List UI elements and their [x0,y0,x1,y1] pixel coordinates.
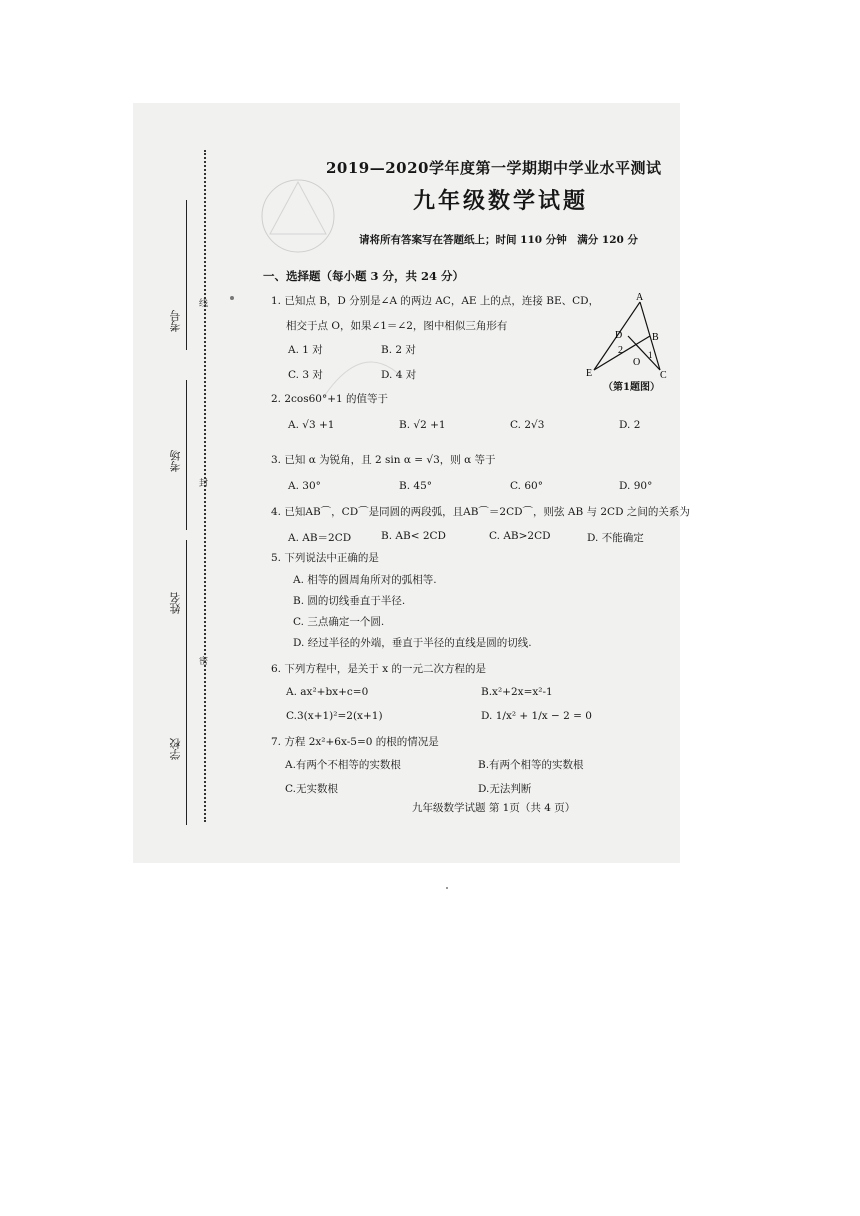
q1-option-a: A. 1 对 [288,344,323,356]
q6-option-c: C.3(x+1)²=2(x+1) [286,710,383,722]
exam-instructions: 请将所有答案写在答题纸上；时间 110 分钟 满分 120 分 [359,234,638,246]
q7-option-c: C.无实数根 [285,783,338,795]
seal-char: 封 [197,478,207,487]
q2-option-a: A. √3 +1 [288,419,335,431]
q7-option-a: A.有两个不相等的实数根 [285,759,401,771]
secret-char: 密 [197,656,207,665]
q3-option-a: A. 30° [288,480,321,492]
q1-stem-line1: 1. 已知点 B，D 分别是∠A 的两边 AC，AE 上的点，连接 BE、CD， [271,295,600,307]
exam-number-underline [186,200,187,350]
q3-option-b: B. 45° [399,480,433,492]
name-label: 姓名 [169,592,182,614]
name-underline [186,540,187,700]
q4-option-b: B. AB< 2CD [381,530,446,542]
q2-option-b: B. √2 +1 [399,419,446,431]
school-label: 学校 [169,738,182,760]
q4-stem: 4. 已知AB⌒，CD⌒是同圆的两段弧，且AB⌒＝2CD⌒，则弦 AB 与 2CD 之间的关系为 [271,506,690,518]
page-footer: 九年级数学试题 第 1页（共 4 页） [412,802,576,814]
bleed-through-circle [258,176,338,256]
q1-option-d: D. 4 对 [381,369,417,381]
q4-option-a: A. AB＝2CD [288,532,352,544]
q6-option-b: B.x²+2x=x²-1 [481,686,553,698]
q2-stem: 2. 2cos60°+1 的值等于 [271,393,389,405]
q1-option-b: B. 2 对 [381,344,416,356]
school-underline [186,700,187,825]
q3-option-d: D. 90° [619,480,653,492]
fig-label-o: O [633,357,641,368]
q1-stem-line2: 相交于点 O，如果∠1＝∠2，图中相似三角形有 [286,320,508,332]
fig-label-c: C [660,370,667,380]
scan-speck-small [446,887,448,889]
q4-option-d: D. 不能确定 [587,532,644,544]
q7-stem: 7. 方程 2x²+6x-5=0 的根的情况是 [271,736,439,748]
fig-label-two: 2 [618,345,623,356]
fig-label-e: E [586,368,593,379]
q2-option-c: C. 2√3 [510,419,545,431]
q2-option-d: D. 2 [619,419,641,431]
exam-number-label: 考号 [169,310,182,332]
q6-option-a: A. ax²+bx+c=0 [286,686,369,698]
fig-label-b: B [652,332,659,343]
q1-figure-caption: （第1题图） [603,382,660,393]
exam-room-underline [186,380,187,530]
q7-option-d: D.无法判断 [478,783,532,795]
q7-option-b: B.有两个相等的实数根 [478,759,584,771]
exam-title-line1: 2019—2020学年度第一学期期中学业水平测试 [326,159,662,177]
section-one-heading: 一、选择题（每小题 3 分，共 24 分） [263,269,465,283]
q1-triangle-figure [584,290,674,380]
q1-option-c: C. 3 对 [288,369,323,381]
q6-stem: 6. 下列方程中，是关于 x 的一元二次方程的是 [271,663,486,675]
q3-option-c: C. 60° [510,480,543,492]
q5-option-b: B. 圆的切线垂直于半径. [293,595,406,607]
q4-option-c: C. AB>2CD [489,530,551,542]
q6-option-d: D. 1/x² + 1/x − 2 = 0 [481,710,592,722]
q5-option-a: A. 相等的圆周角所对的弧相等. [293,574,437,586]
exam-title-line2: 九年级数学试题 [413,188,589,214]
fig-label-a: A [636,292,644,303]
q5-option-d: D. 经过半径的外端，垂直于半径的直线是圆的切线. [293,637,532,649]
q3-stem: 3. 已知 α 为锐角，且 2 sin α = √3，则 α 等于 [271,454,496,466]
q5-stem: 5. 下列说法中正确的是 [271,552,379,564]
fig-label-d: D [615,330,623,341]
fig-label-one: 1 [648,350,653,360]
line-char: 线 [197,298,207,307]
q5-option-c: C. 三点确定一个圆. [293,616,385,628]
scan-speck [230,296,234,300]
exam-room-label: 考场 [169,450,182,472]
